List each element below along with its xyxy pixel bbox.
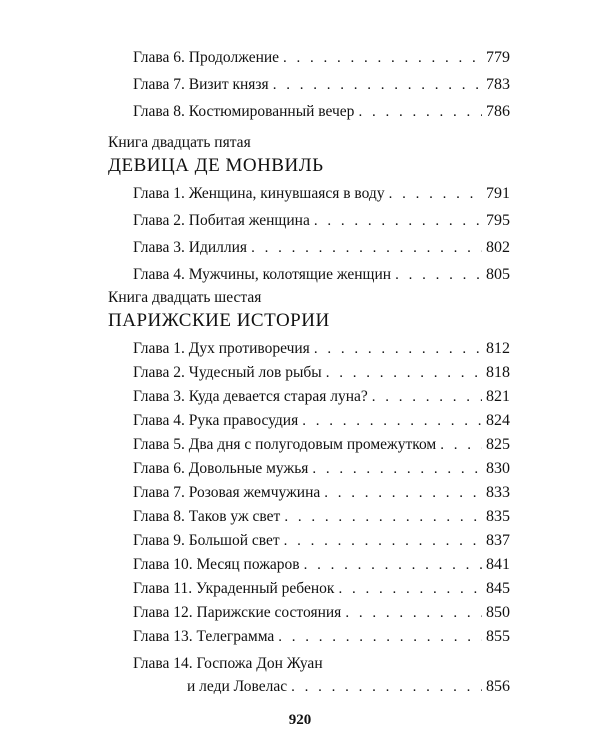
entry-page: 791 xyxy=(486,185,510,202)
toc-entry xyxy=(133,98,510,122)
toc-entry xyxy=(133,575,510,599)
toc-entry xyxy=(133,455,510,479)
toc-entry xyxy=(133,407,510,431)
toc-entry xyxy=(133,261,510,285)
entry-label: Глава 6. Продолжение xyxy=(133,49,280,66)
entry-page: 841 xyxy=(486,556,510,573)
dot-leader xyxy=(338,579,482,599)
dot-leader xyxy=(395,265,482,285)
book-subtitle: Книга двадцать пятая xyxy=(108,134,251,151)
entry-label: Глава 4. Мужчины, колотящие женщин xyxy=(133,266,392,283)
dot-leader xyxy=(304,555,482,575)
entry-label: Глава 9. Большой свет xyxy=(133,532,280,549)
toc-entry xyxy=(133,650,510,674)
dot-leader xyxy=(314,339,482,359)
toc-entry xyxy=(133,599,510,623)
entry-page: 779 xyxy=(486,49,510,66)
dot-leader xyxy=(314,211,482,231)
entry-label: Глава 1. Дух противоречия xyxy=(133,340,310,357)
entry-label: и леди Ловелас xyxy=(187,678,288,695)
dot-leader xyxy=(440,435,482,455)
entry-page: 835 xyxy=(486,508,510,525)
toc-entry xyxy=(133,359,510,383)
entry-page: 812 xyxy=(486,340,510,357)
entry-page: 818 xyxy=(486,364,510,381)
entry-page: 783 xyxy=(486,76,510,93)
entry-label: Глава 7. Визит князя xyxy=(133,76,269,93)
dot-leader xyxy=(326,363,482,383)
entry-page: 856 xyxy=(486,678,510,695)
toc-entry-continuation xyxy=(187,673,510,697)
entry-label: Глава 1. Женщина, кинувшаяся в воду xyxy=(133,185,385,202)
toc-entry xyxy=(133,527,510,551)
entry-page: 786 xyxy=(486,103,510,120)
page-number: 920 xyxy=(288,712,312,728)
entry-page: 830 xyxy=(486,460,510,477)
toc-entry xyxy=(133,44,510,68)
dot-leader xyxy=(389,184,482,204)
toc-entry xyxy=(133,335,510,359)
book-title: ПАРИЖСКИЕ ИСТОРИИ xyxy=(108,310,330,331)
entry-label: Глава 10. Месяц пожаров xyxy=(133,556,300,573)
entry-label: Глава 2. Чудесный лов рыбы xyxy=(133,364,322,381)
entry-label: Глава 5. Два дня с полугодовым промежутком xyxy=(133,436,437,453)
entry-label: Глава 14. Госпожа Дон Жуан xyxy=(133,655,323,672)
entry-page: 825 xyxy=(486,436,510,453)
entry-label: Глава 3. Куда девается старая луна? xyxy=(133,388,368,405)
entry-label: Глава 7. Розовая жемчужина xyxy=(133,484,321,501)
toc-entry xyxy=(133,551,510,575)
entry-page: 850 xyxy=(486,604,510,621)
book-subtitle: Книга двадцать шестая xyxy=(108,289,262,306)
toc-entry xyxy=(133,503,510,527)
book-title: ДЕВИЦА ДЕ МОНВИЛЬ xyxy=(108,155,324,176)
entry-label: Глава 13. Телеграмма xyxy=(133,628,275,645)
dot-leader xyxy=(283,48,482,68)
toc-entry xyxy=(133,431,510,455)
entry-page: 795 xyxy=(486,212,510,229)
entry-label: Глава 2. Побитая женщина xyxy=(133,212,310,229)
entry-label: Глава 8. Таков уж свет xyxy=(133,508,281,525)
toc-entry xyxy=(133,383,510,407)
dot-leader xyxy=(324,483,482,503)
dot-leader xyxy=(284,531,482,551)
entry-page: 805 xyxy=(486,266,510,283)
entry-page: 845 xyxy=(486,580,510,597)
toc-entry xyxy=(133,623,510,647)
dot-leader xyxy=(345,603,482,623)
dot-leader xyxy=(372,387,482,407)
entry-label: Глава 11. Украденный ребенок xyxy=(133,580,335,597)
entry-page: 837 xyxy=(486,532,510,549)
entry-page: 833 xyxy=(486,484,510,501)
dot-leader xyxy=(312,459,482,479)
dot-leader xyxy=(358,102,482,122)
entry-label: Глава 6. Довольные мужья xyxy=(133,460,309,477)
entry-page: 824 xyxy=(486,412,510,429)
dot-leader xyxy=(273,75,482,95)
dot-leader xyxy=(291,677,482,697)
entry-page: 821 xyxy=(486,388,510,405)
toc-entry xyxy=(133,479,510,503)
entry-label: Глава 12. Парижские состояния xyxy=(133,604,342,621)
dot-leader xyxy=(278,627,482,647)
entry-label: Глава 3. Идиллия xyxy=(133,239,248,256)
entry-label: Глава 8. Костюмированный вечер xyxy=(133,103,355,120)
entry-page: 802 xyxy=(486,239,510,256)
toc-entry xyxy=(133,207,510,231)
entry-label: Глава 4. Рука правосудия xyxy=(133,412,299,429)
dot-leader xyxy=(302,411,482,431)
entry-page: 855 xyxy=(486,628,510,645)
dot-leader xyxy=(251,238,482,258)
toc-entry xyxy=(133,180,510,204)
toc-entry xyxy=(133,234,510,258)
toc-entry xyxy=(133,71,510,95)
dot-leader xyxy=(284,507,482,527)
